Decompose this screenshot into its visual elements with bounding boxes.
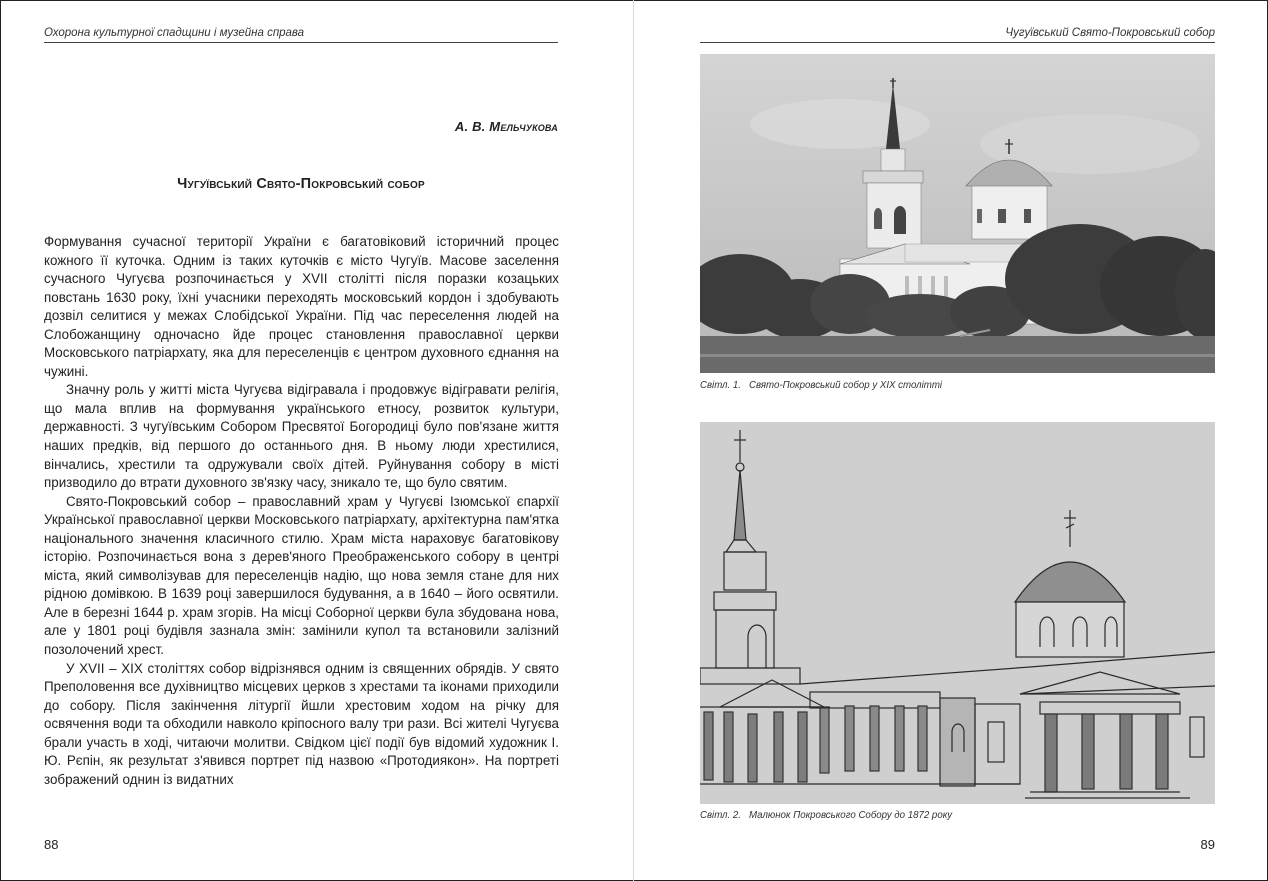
church-drawing-illustration — [700, 422, 1215, 804]
drum — [972, 184, 1047, 239]
running-head-left: Охорона культурної спадщини і музейна справа — [44, 27, 305, 39]
paragraph: Значну роль у житті міста Чугуєва відігравала і продовжує відігравати релігія, що мала вплив на формування українського етносу, розвиток культури, державності. З чугуївським Собором Пресвятої Богородиці було пов'язане життя наших предків, від першого до останнього дня. В ньому люди хрестилися, вінчались, хрестили та одружували своїх дітей. Руйнування собору в місті призводило до втрати духовного зв'язку часу, зникало те, що було святим. — [44, 382, 559, 491]
author-name: А. В. Мельчукова — [454, 119, 558, 134]
article-body — [44, 233, 559, 789]
figure-1-label: Світл. 1. — [700, 380, 741, 391]
figure-2-label: Світл. 2. — [700, 810, 741, 821]
figure-1-caption-text: Свято-Покровський собор у XIX столітті — [749, 380, 943, 391]
paragraph: Формування сучасної території України є багатовіковий історичний процес кожного її куточка. Одним із таких куточків є місто Чугуїв. Масове заселення сучасного Чугуєва розпочинається у XVII столітті після поразки козацьких повстань 1630 року, їхні учасники переходять московський кордон і здобувають дозвіл селитися у межах Слобідської України. Під час переселення людей на Слобожанщину одночасно йде процес становлення православної церкви Московського патріархату, яка для переселенців є центром духовного єднання на чужині. — [44, 234, 559, 379]
paragraph: Свято-Покровський собор – православний храм у Чугуєві Ізюмської єпархії Української православної церкви Московського патріархату, архітектурна пам'ятка національного значення класичного стилю. Храм міста нараховує багатовікову історію. Розпочинається вона з дерев'яного Преображенського собору в центрі міста, який символізував для переселенців надію, що нова земля стане для них рідною домівкою. В 1639 році завершилося будування, а в 1640 – його освятили. Але в березні 1644 р. храм згорів. На місці Соборної церкви була збудована нова, але у 1801 році будівля зазнала змін: замінили купол та встановили залізний позолочений хрест. — [44, 493, 559, 658]
page-number-left: 88 — [44, 837, 59, 852]
header-rule-right — [700, 42, 1215, 43]
figure-2-caption — [700, 810, 952, 821]
paragraph: У XVII – XIX століттях собор відрізнявся одним із священних обрядів. У свято Преполовення все духівництво місцевих церков з хрестами та іконами приходили до собору. Після закінчення літургії йшли хрестовим ходом на річку для освячення води та обходили навколо кріпосного валу три рази. Всі жителі Чугуєва брали участь в ході, читаючи молитви. Свідком цієї події був відомий художник І. Ю. Рєпін, як результат з'явився портрет під назвою «Протодиякон». На портреті зображений однин із видатних — [44, 660, 559, 787]
article-title: Чугуївський Свято-Покровський собор — [177, 176, 425, 192]
figure-2-church-drawing — [700, 422, 1215, 804]
running-head-right: Чугуївський Свято-Покровський собор — [1005, 27, 1215, 39]
figure-1-caption — [700, 380, 942, 391]
header-rule-left — [44, 42, 558, 43]
church-photo-illustration — [700, 54, 1215, 373]
spine-divider — [633, 0, 634, 881]
figure-1-church-photo — [700, 54, 1215, 373]
page-number-right: 89 — [1200, 837, 1215, 852]
figure-2-caption-text: Малюнок Покровського Собору до 1872 року — [749, 810, 953, 821]
